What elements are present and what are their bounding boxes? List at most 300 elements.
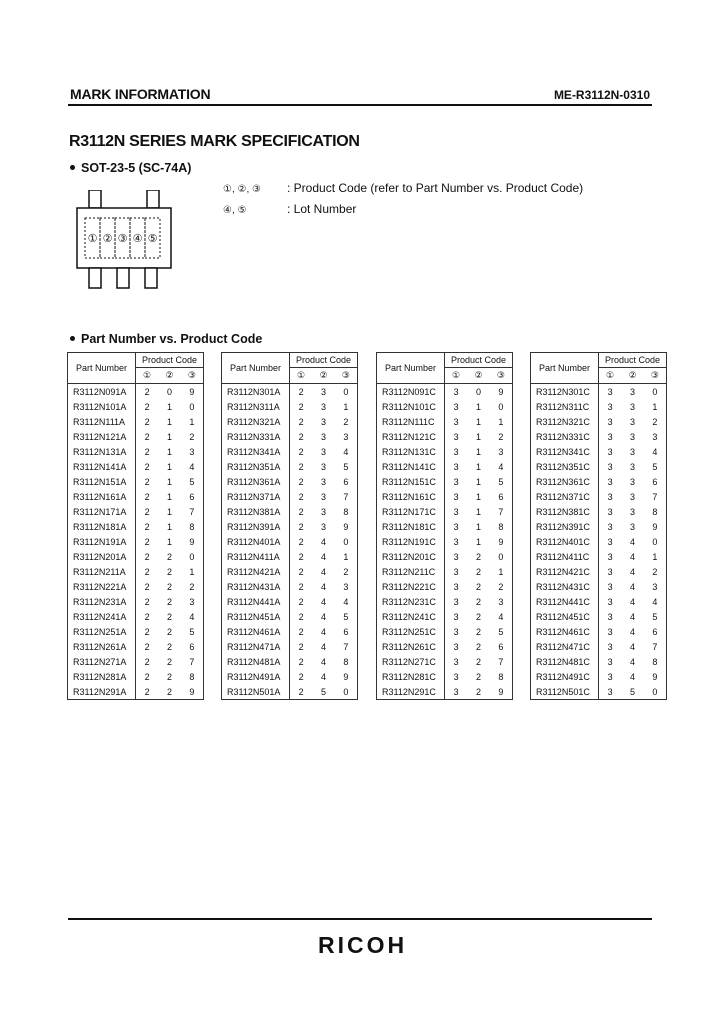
product-code-digit-1: 3 (599, 564, 622, 579)
product-code-digit-1: 2 (136, 384, 159, 400)
product-code-digit-2: 3 (629, 476, 635, 487)
bottom-lead-3 (145, 268, 157, 288)
table-row (68, 504, 204, 519)
part-number-cell: R3112N341C (531, 444, 599, 459)
product-code-digit-1: 2 (290, 429, 313, 444)
table-row (222, 429, 358, 444)
part-number-cell: R3112N091A (68, 384, 136, 400)
product-code-digit-3: 4 (490, 609, 513, 624)
part-number-cell: R3112N451A (222, 609, 290, 624)
table-row (377, 399, 513, 414)
product-code-digit-2: 4 (320, 581, 326, 592)
product-code-digit-3: 8 (490, 669, 513, 684)
product-code-digit-1: 2 (136, 549, 159, 564)
table-heading (70, 332, 262, 346)
part-number-cell: R3112N391C (531, 519, 599, 534)
product-code-digit-1: 2 (290, 654, 313, 669)
product-code-digit-3: 1 (644, 549, 667, 564)
table-row (531, 519, 667, 534)
table-row (377, 609, 513, 624)
product-code-digit-3: 2 (335, 564, 358, 579)
table-row (531, 429, 667, 444)
product-code-digit-2: 3 (629, 386, 635, 397)
product-code-digit-1: 3 (445, 669, 468, 684)
product-code-digit-1: 3 (599, 459, 622, 474)
product-code-digit-2: 1 (166, 536, 172, 547)
part-code-table-2 (221, 352, 358, 700)
part-number-cell: R3112N151C (377, 474, 445, 489)
part-number-cell: R3112N101C (377, 399, 445, 414)
product-code-digit-1: 2 (136, 399, 159, 414)
part-number-cell: R3112N341A (222, 444, 290, 459)
top-lead-left (89, 190, 101, 208)
part-number-cell: R3112N441A (222, 594, 290, 609)
part-number-cell: R3112N381A (222, 504, 290, 519)
product-code-digit-1: 2 (290, 519, 313, 534)
table-row (68, 669, 204, 684)
table-row (377, 384, 513, 400)
product-code-digit-2: 3 (320, 386, 326, 397)
product-code-digit-3: 2 (490, 429, 513, 444)
table-row (68, 654, 204, 669)
part-number-cell: R3112N131A (68, 444, 136, 459)
part-number-cell: R3112N211C (377, 564, 445, 579)
table-row (377, 504, 513, 519)
product-code-digit-2: 2 (475, 611, 481, 622)
product-code-digit-1: 2 (290, 459, 313, 474)
part-number-cell: R3112N161A (68, 489, 136, 504)
part-number-cell: R3112N491C (531, 669, 599, 684)
table-row (377, 474, 513, 489)
product-code-digit-2: 1 (475, 536, 481, 547)
part-number-cell: R3112N181A (68, 519, 136, 534)
product-code-digit-3: 7 (181, 654, 204, 669)
product-code-digit-3: 6 (181, 639, 204, 654)
product-code-digit-1: 2 (290, 579, 313, 594)
product-code-digit-1: 3 (445, 429, 468, 444)
product-code-digit-2: 3 (320, 431, 326, 442)
part-number-cell: R3112N501C (531, 684, 599, 700)
product-code-digit-2: 3 (320, 476, 326, 487)
table-row (377, 444, 513, 459)
product-code-digit-1: 3 (445, 534, 468, 549)
part-number-cell: R3112N421C (531, 564, 599, 579)
table-row (531, 534, 667, 549)
legend-desc: : Lot Number (287, 202, 357, 216)
table-row (68, 384, 204, 400)
table-row (68, 684, 204, 700)
product-code-digit-1: 3 (445, 414, 468, 429)
table-row (531, 579, 667, 594)
product-code-digit-1: 3 (445, 384, 468, 400)
table-row (222, 579, 358, 594)
part-number-cell: R3112N371C (531, 489, 599, 504)
table-row (68, 564, 204, 579)
product-code-digit-2: 1 (166, 521, 172, 532)
table-row (377, 639, 513, 654)
product-code-digit-1: 3 (445, 624, 468, 639)
part-number-cell: R3112N481A (222, 654, 290, 669)
product-code-digit-1: 2 (290, 474, 313, 489)
product-code-digit-2: 4 (629, 671, 635, 682)
table-row (377, 414, 513, 429)
product-code-digit-1: 2 (290, 669, 313, 684)
ricoh-logo: RICOH (318, 932, 408, 958)
code-index-1: ① (445, 368, 468, 384)
product-code-digit-1: 2 (290, 444, 313, 459)
product-code-digit-2: 2 (166, 566, 172, 577)
col-header-product-code: Product Code (136, 353, 204, 368)
product-code-digit-2: 1 (166, 431, 172, 442)
legend-keys: ④, ⑤ (223, 205, 247, 216)
part-number-cell: R3112N241A (68, 609, 136, 624)
product-code-digit-1: 2 (290, 624, 313, 639)
table-row (222, 384, 358, 400)
table-row (377, 549, 513, 564)
product-code-digit-3: 8 (181, 519, 204, 534)
product-code-digit-2: 4 (320, 611, 326, 622)
page-title: R3112N SERIES MARK SPECIFICATION (69, 133, 360, 150)
product-code-digit-3: 1 (335, 549, 358, 564)
product-code-digit-3: 9 (335, 519, 358, 534)
product-code-digit-3: 8 (490, 519, 513, 534)
product-code-digit-3: 5 (181, 624, 204, 639)
product-code-digit-2: 1 (475, 491, 481, 502)
product-code-digit-3: 2 (335, 414, 358, 429)
product-code-digit-2: 4 (629, 641, 635, 652)
part-code-table-3 (376, 352, 513, 700)
product-code-digit-1: 2 (136, 474, 159, 489)
product-code-digit-1: 2 (136, 669, 159, 684)
part-number-cell: R3112N411A (222, 549, 290, 564)
code-index-1: ① (599, 368, 622, 384)
bottom-lead-2 (117, 268, 129, 288)
product-code-digit-1: 3 (599, 384, 622, 400)
product-code-digit-2: 2 (475, 581, 481, 592)
part-number-cell: R3112N211A (68, 564, 136, 579)
product-code-digit-1: 2 (136, 609, 159, 624)
product-code-digit-2: 1 (475, 521, 481, 532)
part-number-cell: R3112N191C (377, 534, 445, 549)
table-row (377, 459, 513, 474)
product-code-digit-3: 9 (490, 384, 513, 400)
table-row (531, 669, 667, 684)
product-code-digit-3: 3 (644, 429, 667, 444)
product-code-digit-1: 3 (599, 624, 622, 639)
product-code-digit-2: 3 (629, 431, 635, 442)
part-number-cell: R3112N471A (222, 639, 290, 654)
product-code-digit-2: 4 (320, 536, 326, 547)
product-code-digit-2: 3 (629, 401, 635, 412)
product-code-digit-1: 3 (599, 429, 622, 444)
product-code-digit-2: 4 (320, 551, 326, 562)
product-code-digit-2: 1 (166, 506, 172, 517)
product-code-digit-1: 2 (136, 684, 159, 700)
product-code-digit-3: 0 (335, 534, 358, 549)
part-number-cell: R3112N111C (377, 414, 445, 429)
col-header-part-number: Part Number (531, 353, 599, 384)
product-code-digit-3: 2 (490, 579, 513, 594)
product-code-digit-1: 3 (599, 519, 622, 534)
product-code-digit-1: 2 (290, 534, 313, 549)
product-code-digit-1: 2 (290, 684, 313, 700)
table-row (222, 684, 358, 700)
product-code-digit-3: 8 (181, 669, 204, 684)
product-code-digit-3: 1 (490, 414, 513, 429)
product-code-digit-2: 4 (629, 656, 635, 667)
top-lead-right (147, 190, 159, 208)
product-code-digit-2: 2 (166, 671, 172, 682)
product-code-digit-1: 2 (136, 564, 159, 579)
product-code-digit-3: 5 (335, 609, 358, 624)
part-number-cell: R3112N371A (222, 489, 290, 504)
product-code-digit-2: 4 (629, 566, 635, 577)
product-code-digit-3: 1 (181, 564, 204, 579)
product-code-digit-1: 3 (599, 669, 622, 684)
product-code-digit-1: 3 (445, 399, 468, 414)
product-code-digit-3: 7 (644, 639, 667, 654)
part-number-cell: R3112N271C (377, 654, 445, 669)
product-code-digit-2: 4 (629, 581, 635, 592)
product-code-digit-3: 2 (644, 564, 667, 579)
code-index-1: ① (136, 368, 159, 384)
product-code-digit-3: 1 (181, 414, 204, 429)
code-index-1: ① (290, 368, 313, 384)
product-code-digit-2: 1 (166, 416, 172, 427)
table-row (531, 414, 667, 429)
product-code-digit-1: 3 (599, 594, 622, 609)
product-code-digit-2: 4 (320, 671, 326, 682)
product-code-digit-1: 2 (290, 504, 313, 519)
part-number-cell: R3112N501A (222, 684, 290, 700)
part-number-cell: R3112N461A (222, 624, 290, 639)
table-row (222, 399, 358, 414)
part-number-cell: R3112N141C (377, 459, 445, 474)
product-code-digit-1: 3 (599, 639, 622, 654)
product-code-digit-2: 1 (475, 416, 481, 427)
product-code-digit-3: 5 (644, 609, 667, 624)
part-number-cell: R3112N361A (222, 474, 290, 489)
product-code-digit-2: 4 (320, 641, 326, 652)
product-code-digit-2: 2 (475, 551, 481, 562)
bottom-lead-1 (89, 268, 101, 288)
product-code-digit-2: 2 (166, 596, 172, 607)
product-code-digit-3: 5 (181, 474, 204, 489)
part-number-cell: R3112N271A (68, 654, 136, 669)
col-header-part-number: Part Number (222, 353, 290, 384)
product-code-digit-1: 3 (599, 489, 622, 504)
table-row (377, 684, 513, 700)
product-code-digit-3: 7 (335, 639, 358, 654)
part-number-cell: R3112N141A (68, 459, 136, 474)
product-code-digit-3: 9 (181, 384, 204, 400)
part-number-cell: R3112N201C (377, 549, 445, 564)
product-code-digit-1: 2 (290, 414, 313, 429)
mark-1: ① (87, 232, 98, 245)
product-code-digit-3: 9 (181, 534, 204, 549)
part-number-cell: R3112N441C (531, 594, 599, 609)
product-code-digit-2: 3 (629, 446, 635, 457)
table-row (68, 444, 204, 459)
part-number-cell: R3112N121C (377, 429, 445, 444)
product-code-digit-2: 1 (475, 461, 481, 472)
product-code-digit-1: 3 (599, 444, 622, 459)
product-code-digit-3: 9 (644, 519, 667, 534)
code-index-2: ② (312, 368, 335, 384)
product-code-digit-2: 2 (166, 626, 172, 637)
col-header-part-number: Part Number (377, 353, 445, 384)
product-code-digit-1: 3 (445, 549, 468, 564)
table-row (377, 519, 513, 534)
part-number-cell: R3112N301A (222, 384, 290, 400)
code-index-3: ③ (490, 368, 513, 384)
product-code-digit-3: 4 (644, 444, 667, 459)
table-row (222, 504, 358, 519)
part-number-cell: R3112N261A (68, 639, 136, 654)
product-code-digit-3: 5 (490, 474, 513, 489)
product-code-digit-2: 1 (166, 401, 172, 412)
part-number-cell: R3112N351C (531, 459, 599, 474)
product-code-digit-3: 2 (181, 429, 204, 444)
part-number-cell: R3112N221A (68, 579, 136, 594)
product-code-digit-2: 0 (475, 386, 481, 397)
product-code-digit-1: 3 (445, 564, 468, 579)
part-number-cell: R3112N491A (222, 669, 290, 684)
product-code-digit-3: 0 (181, 549, 204, 564)
product-code-digit-1: 3 (599, 654, 622, 669)
product-code-digit-3: 0 (644, 384, 667, 400)
product-code-digit-1: 2 (136, 654, 159, 669)
part-number-cell: R3112N171C (377, 504, 445, 519)
product-code-digit-1: 2 (136, 489, 159, 504)
product-code-digit-1: 2 (290, 489, 313, 504)
table-row (222, 594, 358, 609)
product-code-digit-1: 3 (445, 579, 468, 594)
part-number-cell: R3112N471C (531, 639, 599, 654)
part-number-cell: R3112N281C (377, 669, 445, 684)
product-code-digit-1: 2 (136, 444, 159, 459)
part-number-cell: R3112N331C (531, 429, 599, 444)
product-code-digit-1: 3 (445, 519, 468, 534)
product-code-digit-3: 5 (335, 459, 358, 474)
product-code-digit-2: 2 (166, 656, 172, 667)
table-row (531, 594, 667, 609)
part-number-cell: R3112N261C (377, 639, 445, 654)
product-code-digit-1: 3 (445, 444, 468, 459)
table-row (68, 639, 204, 654)
part-number-cell: R3112N161C (377, 489, 445, 504)
product-code-digit-3: 3 (644, 579, 667, 594)
product-code-digit-3: 9 (335, 669, 358, 684)
header-title: MARK INFORMATION (70, 86, 211, 102)
product-code-digit-2: 1 (475, 446, 481, 457)
product-code-digit-1: 3 (599, 504, 622, 519)
table-row (68, 414, 204, 429)
table-row (531, 609, 667, 624)
product-code-digit-3: 6 (644, 474, 667, 489)
product-code-digit-1: 3 (599, 399, 622, 414)
product-code-digit-2: 3 (629, 461, 635, 472)
table-row (531, 459, 667, 474)
product-code-digit-1: 2 (290, 609, 313, 624)
product-code-digit-1: 3 (599, 609, 622, 624)
product-code-digit-3: 4 (335, 594, 358, 609)
product-code-digit-2: 2 (166, 611, 172, 622)
product-code-digit-1: 3 (445, 474, 468, 489)
product-code-digit-3: 3 (490, 594, 513, 609)
product-code-digit-2: 3 (320, 506, 326, 517)
product-code-digit-2: 3 (629, 416, 635, 427)
product-code-digit-2: 1 (475, 506, 481, 517)
product-code-digit-3: 3 (335, 579, 358, 594)
product-code-digit-2: 1 (166, 476, 172, 487)
table-row (531, 549, 667, 564)
table-row (377, 489, 513, 504)
table-row (222, 519, 358, 534)
product-code-digit-3: 6 (181, 489, 204, 504)
product-code-digit-2: 1 (475, 431, 481, 442)
table-row (68, 489, 204, 504)
part-number-cell: R3112N311C (531, 399, 599, 414)
product-code-digit-3: 8 (644, 654, 667, 669)
product-code-digit-2: 5 (312, 684, 335, 700)
part-number-cell: R3112N091C (377, 384, 445, 400)
table-row (377, 654, 513, 669)
product-code-digit-2: 4 (629, 596, 635, 607)
product-code-digit-2: 2 (166, 641, 172, 652)
product-code-digit-3: 6 (490, 639, 513, 654)
product-code-digit-1: 3 (445, 594, 468, 609)
product-code-digit-2: 2 (467, 684, 490, 700)
product-code-digit-2: 4 (320, 596, 326, 607)
product-code-digit-3: 3 (335, 429, 358, 444)
table-row (531, 399, 667, 414)
part-number-cell: R3112N251A (68, 624, 136, 639)
part-number-cell: R3112N251C (377, 624, 445, 639)
table-row (68, 459, 204, 474)
product-code-digit-1: 3 (599, 474, 622, 489)
table-row (222, 459, 358, 474)
product-code-digit-1: 3 (445, 459, 468, 474)
table-row (68, 609, 204, 624)
product-code-digit-2: 3 (320, 401, 326, 412)
document-code: ME-R3112N-0310 (553, 88, 650, 102)
product-code-digit-1: 3 (445, 684, 468, 700)
product-code-digit-2: 2 (475, 656, 481, 667)
part-number-cell: R3112N281A (68, 669, 136, 684)
product-code-digit-1: 2 (290, 399, 313, 414)
table-row (222, 609, 358, 624)
part-number-cell: R3112N181C (377, 519, 445, 534)
table-row (531, 564, 667, 579)
product-code-digit-2: 2 (475, 671, 481, 682)
table-row (222, 639, 358, 654)
part-number-cell: R3112N301C (531, 384, 599, 400)
part-number-cell: R3112N221C (377, 579, 445, 594)
part-number-cell: R3112N121A (68, 429, 136, 444)
part-number-cell: R3112N231A (68, 594, 136, 609)
product-code-digit-3: 9 (181, 684, 204, 700)
table-row (377, 579, 513, 594)
part-number-cell: R3112N331A (222, 429, 290, 444)
table-row (68, 429, 204, 444)
product-code-digit-3: 4 (335, 444, 358, 459)
part-number-cell: R3112N291C (377, 684, 445, 700)
product-code-digit-3: 7 (490, 654, 513, 669)
code-index-3: ③ (181, 368, 204, 384)
legend-product-code (223, 181, 583, 195)
code-index-3: ③ (644, 368, 667, 384)
